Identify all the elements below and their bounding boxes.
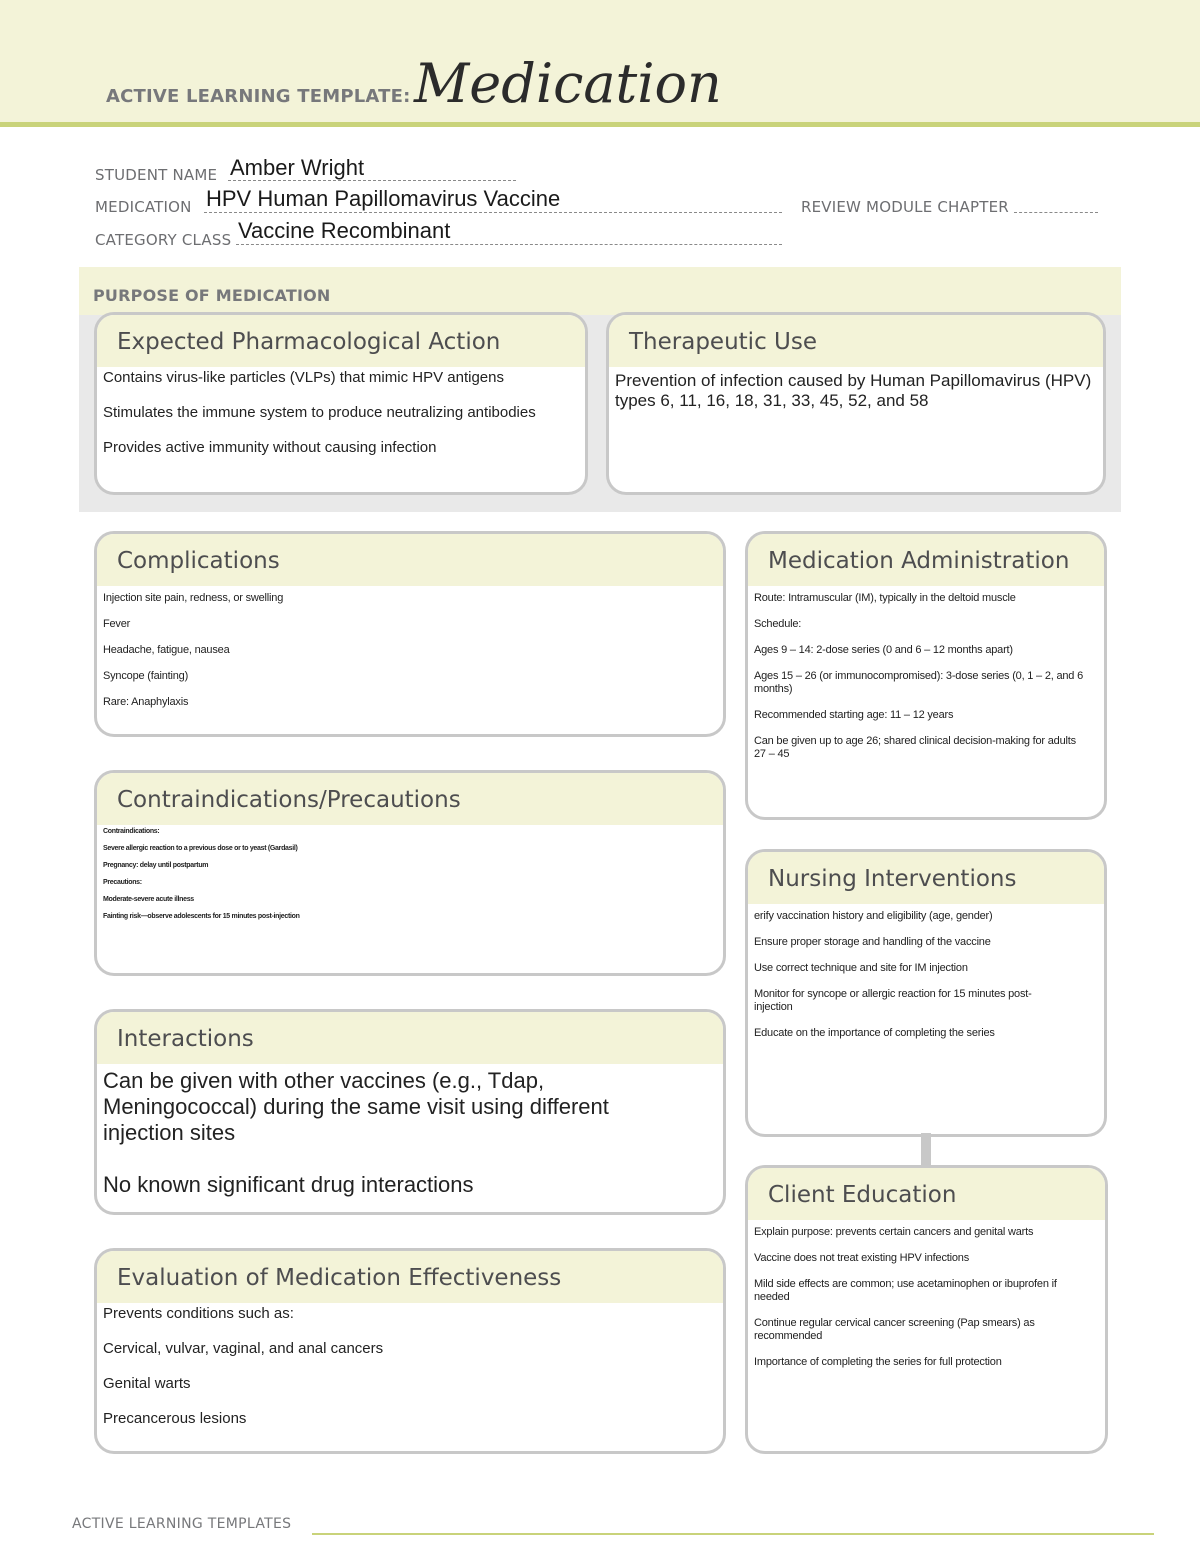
list-item: erify vaccination history and eligibility (age, gender)	[754, 910, 993, 922]
medication-field[interactable]: HPV Human Papillomavirus Vaccine	[206, 186, 561, 211]
list-item: Can be given up to age 26; shared clinical decision-making for adults 27 – 45	[754, 735, 1076, 760]
list-item: Prevents conditions such as:	[103, 1305, 294, 1322]
header-rule	[0, 122, 1200, 127]
list-item: Provides active immunity without causing infection	[103, 439, 437, 456]
list-item: Moderate-severe acute illness	[103, 896, 194, 903]
list-item: Use correct technique and site for IM injection	[754, 962, 968, 974]
administration-card	[745, 531, 1107, 820]
template-label: ACTIVE LEARNING TEMPLATE:	[106, 86, 411, 107]
evaluation-body	[97, 1303, 723, 1428]
category-class-field[interactable]: Vaccine Recombinant	[238, 218, 451, 243]
client-education-title: Client Education	[748, 1168, 1105, 1220]
list-item: Precancerous lesions	[103, 1410, 247, 1427]
medication-line	[204, 212, 782, 213]
client-education-body	[748, 1220, 1105, 1369]
interactions-body	[97, 1064, 723, 1198]
complications-title: Complications	[97, 534, 723, 586]
administration-body	[748, 586, 1104, 761]
list-item: Rare: Anaphylaxis	[103, 696, 189, 708]
student-name-field[interactable]: Amber Wright	[230, 155, 365, 180]
list-item: Importance of completing the series for full protection	[754, 1356, 1002, 1368]
list-item: Severe allergic reaction to a previous dose or to yeast (Gardasil)	[103, 845, 298, 852]
evaluation-card	[94, 1248, 726, 1454]
list-item: Ensure proper storage and handling of the vaccine	[754, 936, 991, 948]
administration-title: Medication Administration	[748, 534, 1104, 586]
list-item: Ages 9 – 14: 2-dose series (0 and 6 – 12 months apart)	[754, 644, 1013, 656]
nursing-title: Nursing Interventions	[748, 852, 1104, 904]
list-item: Monitor for syncope or allergic reaction for 15 minutes post-injection	[754, 988, 1032, 1013]
therapeutic-use-body	[609, 367, 1103, 411]
contraindications-body	[97, 825, 723, 921]
list-item: Continue regular cervical cancer screening (Pap smears) as recommended	[754, 1317, 1035, 1342]
list-item: Pregnancy: delay until postpartum	[103, 862, 209, 869]
expected-action-body	[97, 367, 585, 457]
expected-action-title: Expected Pharmacological Action	[97, 315, 585, 367]
list-item: Cervical, vulvar, vaginal, and anal cancers	[103, 1340, 384, 1357]
nursing-card	[745, 849, 1107, 1137]
category-class-line	[236, 244, 782, 245]
medication-label: MEDICATION	[95, 198, 192, 216]
nursing-body	[748, 904, 1104, 1040]
complications-body	[97, 586, 723, 709]
evaluation-title: Evaluation of Medication Effectiveness	[97, 1251, 723, 1303]
list-item: Genital warts	[103, 1375, 191, 1392]
list-item: Stimulates the immune system to produce neutralizing antibodies	[103, 404, 536, 421]
list-item: Syncope (fainting)	[103, 670, 189, 682]
therapeutic-use-card	[606, 312, 1106, 495]
list-item: Explain purpose: prevents certain cancers and genital warts	[754, 1226, 1034, 1238]
interactions-card	[94, 1009, 726, 1215]
list-item: Fever	[103, 618, 131, 630]
category-class-label: CATEGORY CLASS	[95, 231, 232, 249]
complications-card	[94, 531, 726, 737]
list-item: Vaccine does not treat existing HPV infections	[754, 1252, 969, 1264]
list-item: Educate on the importance of completing the series	[754, 1027, 995, 1039]
list-item: Precautions:	[103, 879, 142, 886]
list-item: Ages 15 – 26 (or immunocompromised): 3-dose series (0, 1 – 2, and 6 months)	[754, 670, 1083, 695]
list-item: Injection site pain, redness, or swelling	[103, 592, 284, 604]
expected-action-card	[94, 312, 588, 495]
list-item: Contains virus-like particles (VLPs) that mimic HPV antigens	[103, 369, 504, 386]
therapeutic-use-title: Therapeutic Use	[609, 315, 1103, 367]
purpose-label: PURPOSE OF MEDICATION	[93, 286, 331, 305]
card-connector	[921, 1133, 931, 1167]
footer-rule	[312, 1533, 1154, 1535]
list-item: Headache, fatigue, nausea	[103, 644, 230, 656]
page-title: Medication	[414, 52, 722, 115]
contraindications-card	[94, 770, 726, 976]
interactions-title: Interactions	[97, 1012, 723, 1064]
therapeutic-use-text: Prevention of infection caused by Human Papillomavirus (HPV) types 6, 11, 16, 18, 31, 33, 45, 52, and 58	[615, 371, 1092, 410]
review-module-label: REVIEW MODULE CHAPTER	[801, 198, 1009, 216]
list-item: Contraindications:	[103, 828, 160, 835]
footer-label: ACTIVE LEARNING TEMPLATES	[72, 1516, 292, 1532]
list-item: Fainting risk—observe adolescents for 15 minutes post-injection	[103, 913, 300, 920]
list-item: No known significant drug interactions	[103, 1172, 474, 1197]
list-item: Schedule:	[754, 618, 802, 630]
student-name-label: STUDENT NAME	[95, 166, 218, 184]
list-item: Can be given with other vaccines (e.g., Tdap, Meningococcal) during the same visit using different injection sites	[103, 1068, 609, 1145]
list-item: Route: Intramuscular (IM), typically in the deltoid muscle	[754, 592, 1016, 604]
contraindications-title: Contraindications/Precautions	[97, 773, 723, 825]
review-module-line	[1014, 212, 1098, 213]
list-item: Recommended starting age: 11 – 12 years	[754, 709, 954, 721]
list-item: Mild side effects are common; use acetaminophen or ibuprofen if needed	[754, 1278, 1057, 1303]
client-education-card	[745, 1165, 1108, 1454]
